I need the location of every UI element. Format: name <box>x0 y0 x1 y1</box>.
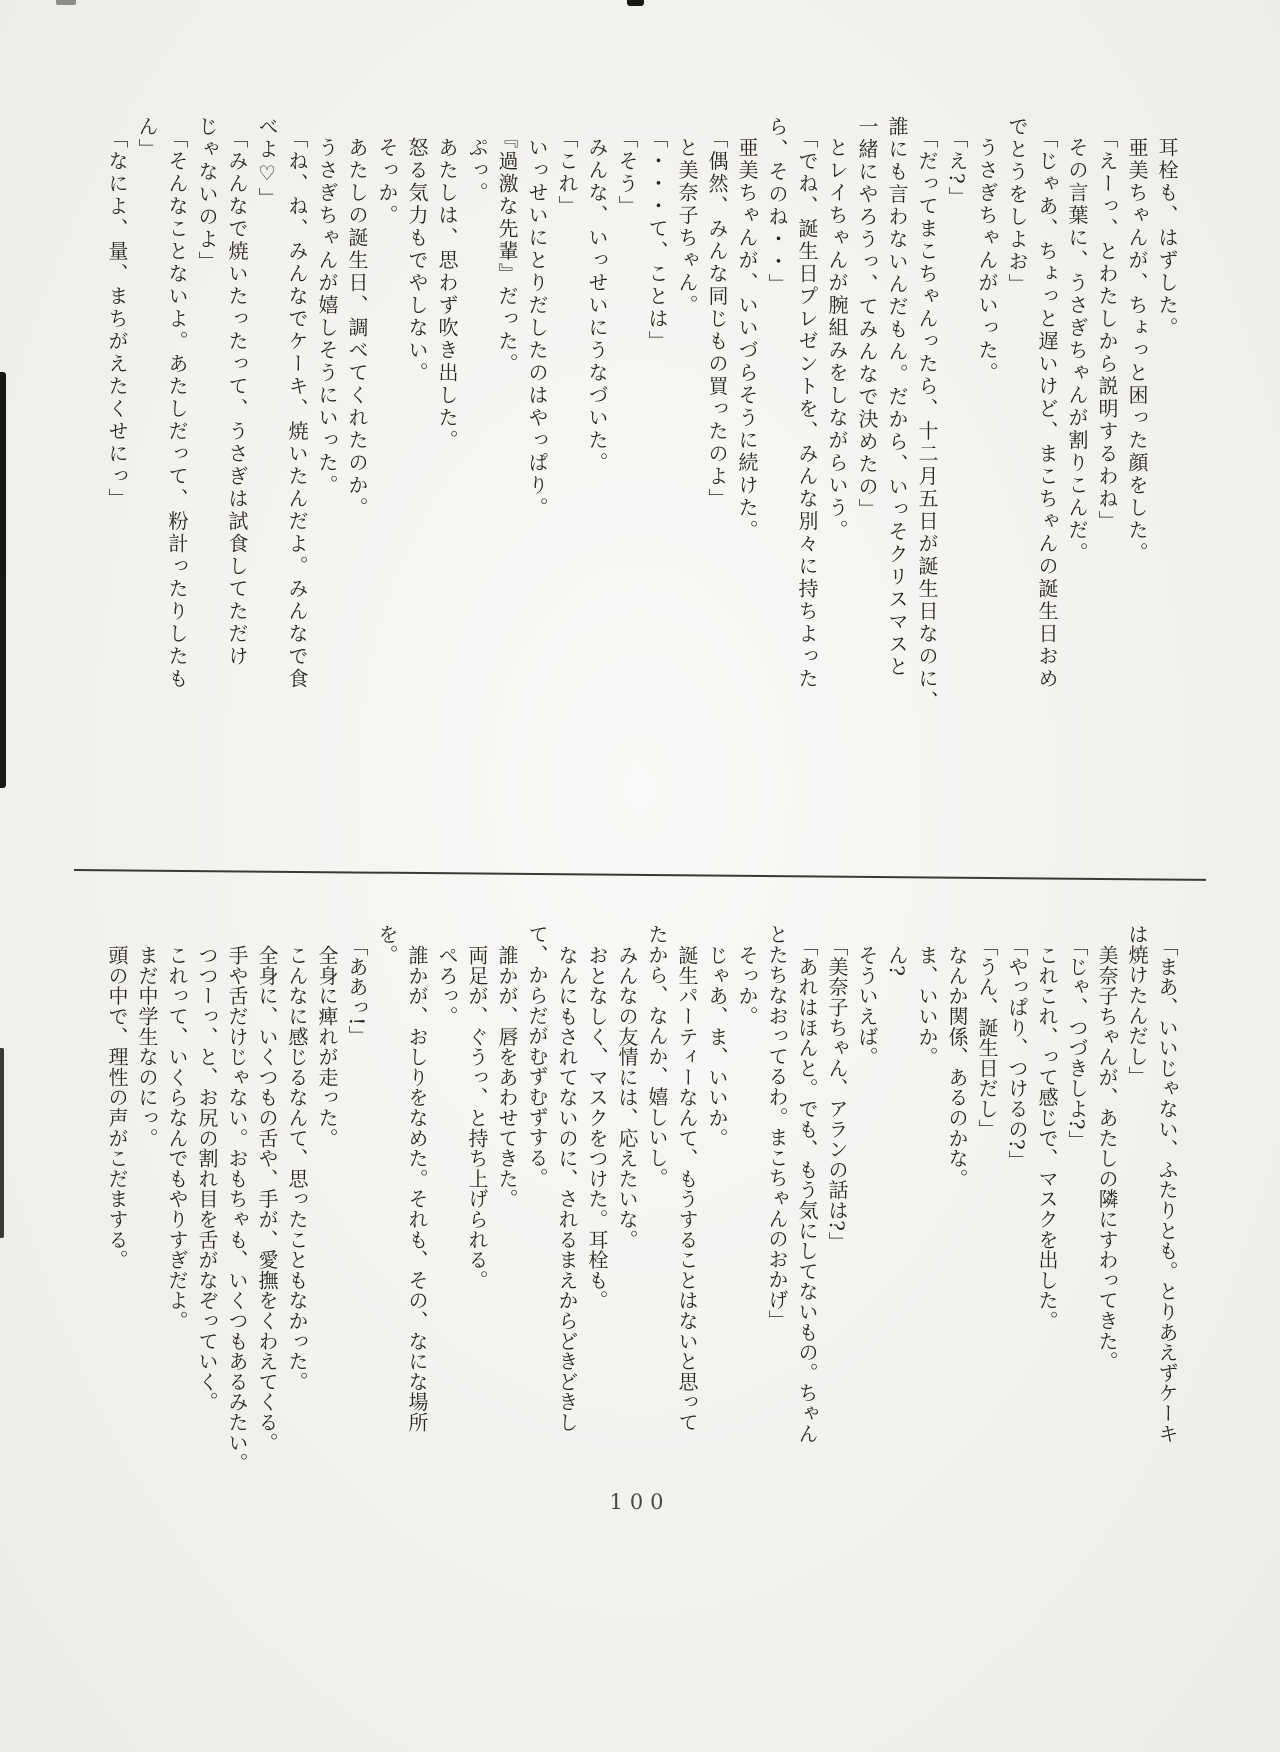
text-column: 手や舌だけじゃない。おもちゃも、いくつもあるみたい。 <box>225 945 249 1473</box>
text-column: 「だってまこちゃんったら、十二月五日が誕生日なのに、 <box>915 128 939 713</box>
text-column: なんにもされてないのに、されるまえからどきどきし <box>555 945 579 1433</box>
text-column: 「まあ、いいじゃない、ふたりとも。とりあえずケーキ <box>1155 936 1179 1444</box>
text-column: まだ中学生なのにっ。 <box>135 945 159 1148</box>
text-column: て、からだがむずむずする。 <box>525 924 549 1188</box>
scan-edge-artifact <box>627 0 644 6</box>
text-column: 亜美ちゃんが、いいづらそうに続けた。 <box>735 137 759 542</box>
text-column: おとなしく、マスクをつけた。耳栓も。 <box>585 945 609 1311</box>
text-column: 両足が、ぐうっ、と持ち上げられる。 <box>465 945 489 1291</box>
section-divider-rule <box>74 869 1206 881</box>
text-column: 一緒にやろうっ、てみんなで決めたの」 <box>855 116 879 521</box>
text-column: あたしの誕生日、調べてくれたのか。 <box>345 137 369 520</box>
text-column: とたちなおってるわ。まこちゃんのおかげ」 <box>765 924 789 1330</box>
text-column: そっか。 <box>375 137 399 227</box>
scan-edge-artifact <box>56 0 76 5</box>
page-number: 100 <box>609 1490 671 1514</box>
text-column: じゃあ、ま、いいか。 <box>705 945 729 1148</box>
text-column: つつーっ、と、お尻の割れ目を舌がなぞっていく。 <box>195 945 219 1412</box>
text-column: 美奈子ちゃんが、あたしの隣にすわってきた。 <box>1095 945 1119 1372</box>
text-column: その言葉に、うさぎちゃんが割りこんだ。 <box>1065 137 1089 565</box>
text-column: べよ♡」 <box>255 116 279 210</box>
top-text-block <box>98 116 1182 750</box>
text-column: じゃないのよ」 <box>195 116 219 274</box>
text-column: 「じゃあ、ちょっと遅いけど、まこちゃんの誕生日おめ <box>1035 128 1059 691</box>
text-column: みんな、いっせいにうなづいた。 <box>585 137 609 475</box>
text-column: 「ね、ね、みんなでケーキ、焼いたんだよ。みんなで食 <box>285 128 309 691</box>
text-column: 「あれはほんと。でも、もう気にしてないもの。ちゃん <box>795 936 819 1444</box>
text-column: 「なによ、量、まちがえたくせにっ」 <box>105 128 129 511</box>
text-column: うさぎちゃんがいった。 <box>975 137 999 385</box>
text-column: これって、いくらなんでもやりすぎだよ。 <box>165 945 189 1331</box>
text-column: 「・・・て、ことは」 <box>645 128 669 353</box>
text-column: は焼けたんだし」 <box>1125 924 1149 1087</box>
text-column: 誕生パーティーなんて、もうすることはないと思って <box>675 945 699 1433</box>
text-column: と美奈子ちゃん。 <box>675 137 699 317</box>
text-column: うさぎちゃんが嬉しそうにいった。 <box>315 137 339 497</box>
text-column: ん? <box>885 945 909 977</box>
text-column: そういえば。 <box>855 945 879 1067</box>
text-column: 全身に痺れが走った。 <box>315 945 339 1148</box>
text-column: たから、なんか、嬉しいし。 <box>645 924 669 1188</box>
scan-edge-artifact <box>0 372 6 788</box>
text-column: 耳栓も、はずした。 <box>1155 137 1179 340</box>
text-column: なんか関係、あるのかな。 <box>945 945 969 1189</box>
bottom-text-block <box>98 924 1182 1476</box>
text-column: でとうをしよお」 <box>1005 116 1029 296</box>
text-column: 「みんなで焼いたったって、うさぎは試食してただけ <box>225 128 249 668</box>
text-column: を。 <box>375 924 399 965</box>
text-column: こんなに感じるなんて、思ったこともなかった。 <box>285 945 309 1392</box>
text-column: みんなの友情には、応えたいな。 <box>615 945 639 1250</box>
text-column: 誰かが、おしりをなめた。それも、その、なにな場所 <box>405 945 429 1433</box>
text-column: いっせいにとりだしたのはやっぱり。 <box>525 137 549 520</box>
text-column: 頭の中で、理性の声がこだまする。 <box>105 945 129 1270</box>
text-column: 「じゃ、つづきしよ?」 <box>1065 936 1089 1151</box>
text-column: 『過激な先輩』だった。 <box>495 128 519 376</box>
text-column: 「そう」 <box>615 128 639 218</box>
text-column: ら、そのね・・」 <box>765 116 789 296</box>
text-column: 「やっぱり、つけるの?」 <box>1005 936 1029 1171</box>
text-column: あたしは、思わず吹き出した。 <box>435 137 459 452</box>
text-column: ぷっ。 <box>465 137 489 205</box>
text-column: これこれ、って感じで、マスクを出した。 <box>1035 945 1059 1331</box>
text-column: ま、いいか。 <box>915 945 939 1067</box>
text-column: 亜美ちゃんが、ちょっと困った顔をした。 <box>1125 137 1149 565</box>
scan-edge-artifact <box>0 1048 4 1238</box>
text-column: ん」 <box>135 116 159 161</box>
text-column: 「えーっ、とわたしから説明するわね」 <box>1095 128 1119 533</box>
text-column: 「偶然、みんな同じもの買ったのよ」 <box>705 128 729 511</box>
text-column: 誰にも言わないんだもん。だから、いっそクリスマスと <box>885 116 909 679</box>
text-column: 「え?」 <box>945 128 969 209</box>
text-column: ぺろっ。 <box>435 945 459 1027</box>
text-column: 「ああっ!」 <box>345 936 369 1046</box>
text-column: 「うん、誕生日だし」 <box>975 936 999 1139</box>
text-column: 「美奈子ちゃん、アランの話は?」 <box>825 936 849 1252</box>
text-column: そっか。 <box>735 945 759 1027</box>
text-column: とレイちゃんが腕組みをしながらいう。 <box>825 137 849 542</box>
text-column: 怒る気力もでやしない。 <box>405 137 429 385</box>
text-column: 「そんなことないよ。あたしだって、粉計ったりしたも <box>165 128 189 691</box>
text-column: 全身に、いくつもの舌や、手が、愛撫をくわえてくる。 <box>255 945 279 1453</box>
text-column: 「でね、誕生日プレゼントを、みんな別々に持ちよった <box>795 128 819 691</box>
text-column: 誰かが、唇をあわせてきた。 <box>495 945 519 1209</box>
text-column: 「これ」 <box>555 128 579 218</box>
